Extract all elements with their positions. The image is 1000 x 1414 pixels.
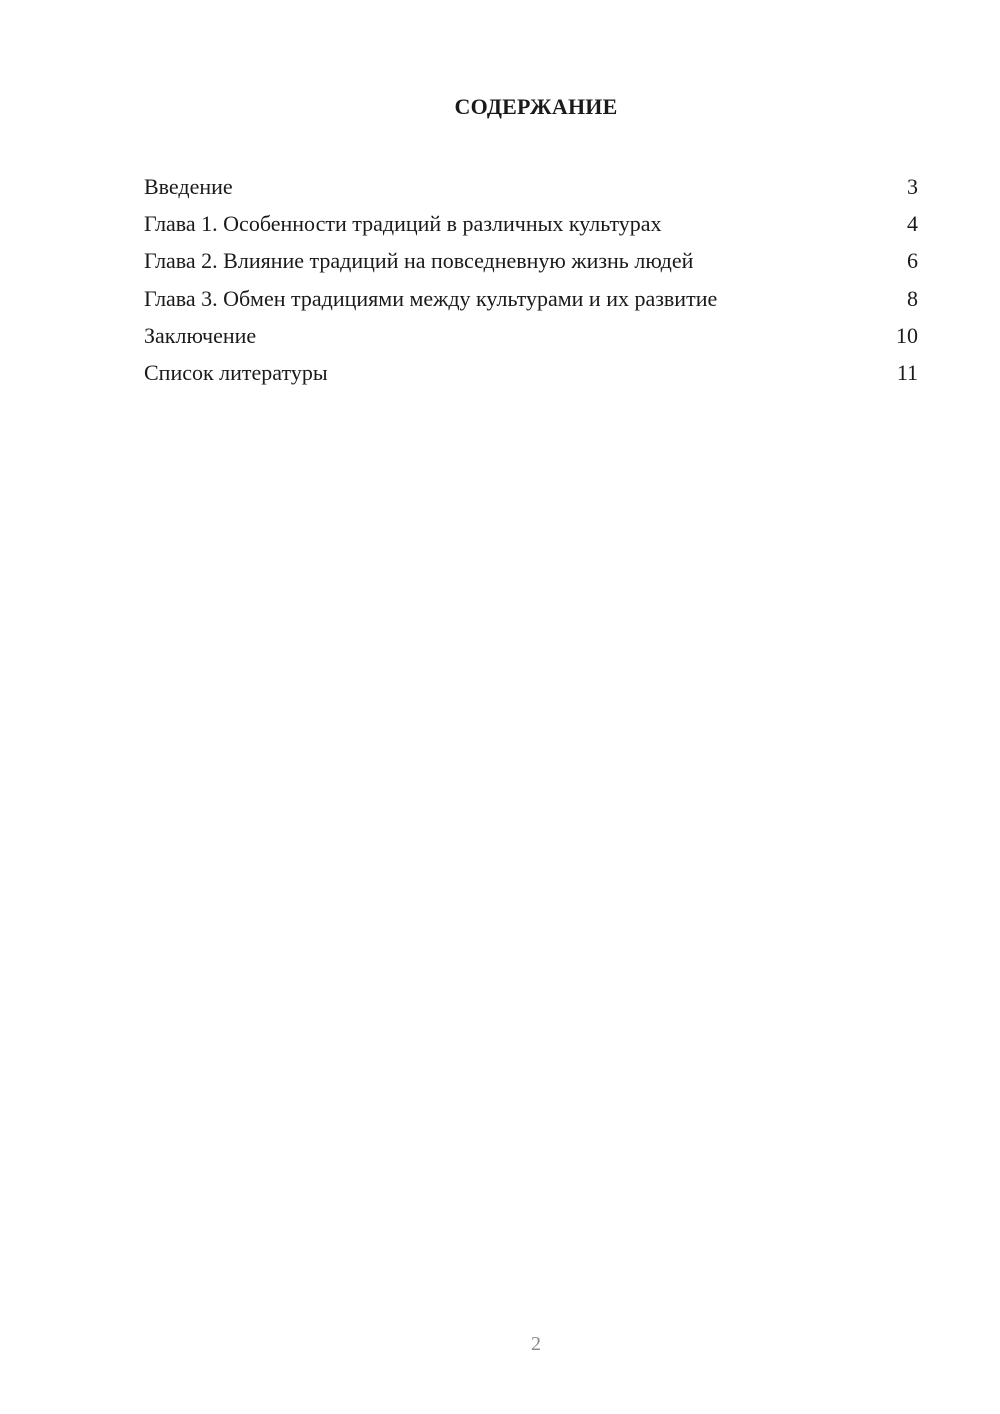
toc-entry-conclusion xyxy=(144,317,918,354)
toc-entry-page: 3 xyxy=(907,174,918,199)
toc-entry-chapter-3 xyxy=(144,280,918,317)
toc-entry-chapter-1 xyxy=(144,205,918,242)
toc-entry-page: 10 xyxy=(896,322,918,348)
toc-entry-references xyxy=(144,354,918,391)
page-title: СОДЕРЖАНИЕ xyxy=(454,94,618,119)
toc-entry-label: Список литературы xyxy=(144,359,328,385)
table-of-contents xyxy=(144,168,918,391)
toc-entry-page: 11 xyxy=(896,359,918,385)
toc-entry-label: Введение xyxy=(144,174,233,199)
toc-entry-label: Глава 3. Обмен традициями между культурами и их развитие xyxy=(144,285,718,311)
toc-entry-page: 8 xyxy=(907,285,918,311)
toc-entry-introduction xyxy=(144,168,918,205)
toc-entry-label: Глава 2. Влияние традиций на повседневную жизнь людей xyxy=(144,248,694,274)
toc-entry-label: Глава 1. Особенности традиций в различных культурах xyxy=(144,211,662,237)
toc-entry-label: Заключение xyxy=(144,322,257,348)
toc-entry-chapter-2 xyxy=(144,242,918,279)
page-number: 2 xyxy=(531,1333,541,1355)
toc-entry-page: 6 xyxy=(907,248,918,274)
toc-entry-page: 4 xyxy=(907,211,918,237)
